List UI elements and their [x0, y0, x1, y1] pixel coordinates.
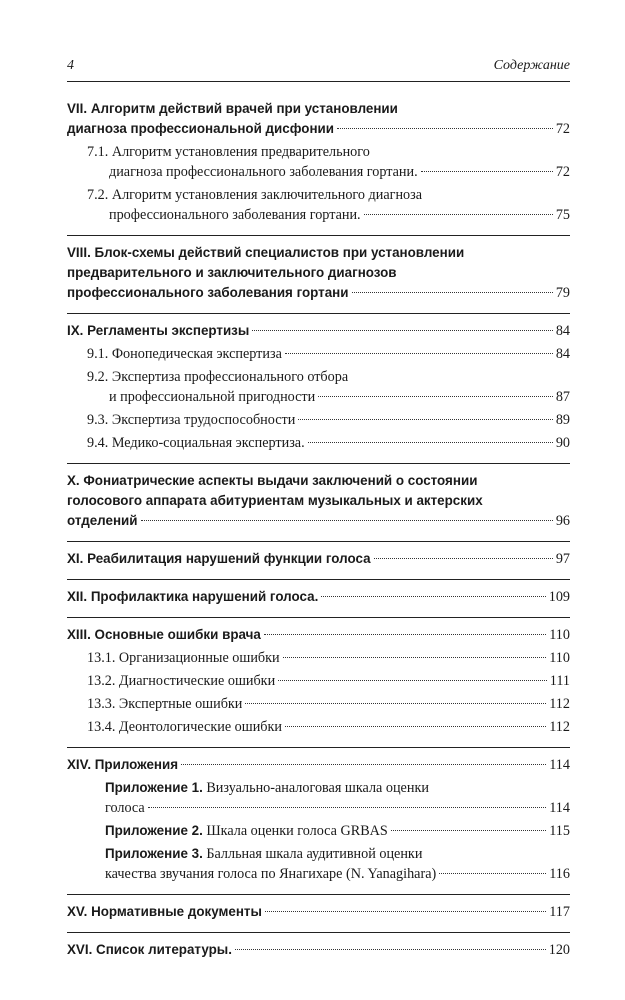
toc-entry-13[interactable]	[67, 625, 570, 645]
toc-section-8	[67, 236, 570, 314]
dot-leader	[439, 873, 546, 874]
toc-page-number: 112	[549, 719, 570, 735]
dot-leader	[278, 680, 547, 681]
dot-leader	[141, 520, 553, 521]
toc-line: Визуально-аналоговая шкала оценки	[206, 780, 429, 796]
toc-line: XII. Профилактика нарушений голоса.	[67, 589, 319, 604]
toc-line: Балльная шкала аудитивной оценки	[206, 846, 423, 862]
toc-line: диагноза профессиональной дисфонии	[67, 121, 335, 136]
dot-leader	[337, 128, 553, 129]
toc-page-number: 79	[555, 285, 570, 301]
dot-leader	[298, 419, 553, 420]
toc-entry-8[interactable]	[67, 243, 570, 303]
toc-line: 7.2. Алгоритм установления заключительного диагноза	[87, 187, 423, 203]
dot-leader	[364, 214, 553, 215]
toc-entry-11[interactable]	[67, 549, 570, 569]
toc-page-number: 75	[555, 207, 570, 223]
toc-page-number: 114	[549, 800, 570, 816]
toc-entry-7-2[interactable]	[67, 185, 570, 225]
toc-line: профессионального заболевания гортани.	[109, 207, 361, 223]
dot-leader	[308, 442, 553, 443]
toc-line: 9.3. Экспертиза трудоспособности	[87, 412, 296, 428]
toc-section-13	[67, 618, 570, 748]
toc-entry-13-2[interactable]	[67, 671, 570, 691]
toc-line: XVI. Список литературы.	[67, 942, 232, 957]
toc-page-number: 115	[549, 823, 570, 839]
toc-entry-appendix-1[interactable]	[67, 778, 570, 818]
dot-leader	[265, 911, 546, 912]
toc-entry-16[interactable]	[67, 940, 570, 960]
dot-leader	[285, 353, 553, 354]
dot-leader	[235, 949, 546, 950]
toc-page-number: 72	[555, 121, 570, 137]
toc-page-number: 84	[555, 346, 570, 362]
toc-line: отделений	[67, 513, 138, 528]
toc-line: 9.2. Экспертиза профессионального отбора	[87, 369, 349, 385]
header-rule	[67, 81, 570, 82]
toc-section-12	[67, 580, 570, 618]
toc-line: и профессиональной пригодности	[109, 389, 316, 405]
toc-line: 9.1. Фонопедическая экспертиза	[87, 346, 282, 362]
toc-page-number: 109	[548, 589, 570, 605]
toc-page-number: 120	[548, 942, 570, 958]
toc-line: XI. Реабилитация нарушений функции голоса	[67, 551, 371, 566]
toc-page-number: 87	[555, 389, 570, 405]
toc-section-10	[67, 464, 570, 542]
toc-line: диагноза профессионального заболевания гортани.	[109, 164, 418, 180]
toc-entry-13-1[interactable]	[67, 648, 570, 668]
toc-page-number: 110	[549, 650, 570, 666]
toc-section-16	[67, 933, 570, 970]
dot-leader	[318, 396, 553, 397]
toc-line: качества звучания голоса по Янагихаре (N. Yanagihara)	[105, 866, 437, 882]
toc-entry-14[interactable]	[67, 755, 570, 775]
dot-leader	[245, 703, 546, 704]
toc-page-number: 90	[555, 435, 570, 451]
toc-page-number: 97	[555, 551, 570, 567]
toc-entry-9[interactable]	[67, 321, 570, 341]
toc-page-number: 96	[555, 513, 570, 529]
toc-line: профессионального заболевания гортани	[67, 285, 349, 300]
toc-entry-appendix-3[interactable]	[67, 844, 570, 884]
toc-line: 13.1. Организационные ошибки	[87, 650, 280, 666]
toc-entry-12[interactable]	[67, 587, 570, 607]
toc-entry-15[interactable]	[67, 902, 570, 922]
toc-line: VIII. Блок-схемы действий специалистов при установлении	[67, 245, 465, 260]
toc-section-7	[67, 92, 570, 236]
toc-section-15	[67, 895, 570, 933]
toc-line: XIII. Основные ошибки врача	[67, 627, 261, 642]
toc-line: 7.1. Алгоритм установления предварительного	[87, 144, 370, 160]
toc-entry-10[interactable]	[67, 471, 570, 531]
toc-page-number: 114	[549, 757, 570, 773]
toc-page-number: 116	[549, 866, 570, 882]
dot-leader	[352, 292, 553, 293]
dot-leader	[391, 830, 546, 831]
toc-line: голосового аппарата абитуриентам музыкальных и актерских	[67, 493, 483, 508]
dot-leader	[181, 764, 546, 765]
table-of-contents	[67, 92, 570, 970]
toc-line: IX. Регламенты экспертизы	[67, 323, 250, 338]
toc-page-number: 89	[555, 412, 570, 428]
toc-line: 13.3. Экспертные ошибки	[87, 696, 243, 712]
toc-entry-9-1[interactable]	[67, 344, 570, 364]
toc-line: VII. Алгоритм действий врачей при установлении	[67, 101, 398, 116]
toc-entry-13-4[interactable]	[67, 717, 570, 737]
dot-leader	[374, 558, 553, 559]
toc-page-number: 111	[549, 673, 570, 689]
toc-entry-9-4[interactable]	[67, 433, 570, 453]
toc-entry-13-3[interactable]	[67, 694, 570, 714]
toc-entry-7[interactable]	[67, 99, 570, 139]
toc-entry-9-3[interactable]	[67, 410, 570, 430]
toc-line: 9.4. Медико-социальная экспертиза.	[87, 435, 305, 451]
toc-page-number: 110	[549, 627, 570, 643]
toc-section-11	[67, 542, 570, 580]
page-number: 4	[67, 58, 74, 73]
toc-entry-9-2[interactable]	[67, 367, 570, 407]
toc-page-number: 117	[549, 904, 570, 920]
toc-line: Шкала оценки голоса GRBAS	[206, 823, 388, 839]
appendix-label: Приложение 2.	[105, 823, 203, 838]
toc-entry-7-1[interactable]	[67, 142, 570, 182]
dot-leader	[148, 807, 547, 808]
dot-leader	[421, 171, 553, 172]
toc-page-number: 112	[549, 696, 570, 712]
toc-page-number: 84	[555, 323, 570, 339]
toc-line: XV. Нормативные документы	[67, 904, 262, 919]
toc-line: XIV. Приложения	[67, 757, 179, 772]
toc-line: предварительного и заключительного диагнозов	[67, 265, 397, 280]
toc-page-number: 72	[555, 164, 570, 180]
section-title: Содержание	[493, 58, 570, 73]
dot-leader	[285, 726, 546, 727]
appendix-label: Приложение 3.	[105, 846, 203, 861]
toc-line: 13.4. Деонтологические ошибки	[87, 719, 282, 735]
dot-leader	[264, 634, 546, 635]
toc-line: 13.2. Диагностические ошибки	[87, 673, 276, 689]
appendix-label: Приложение 1.	[105, 780, 203, 795]
toc-section-9	[67, 314, 570, 464]
dot-leader	[321, 596, 545, 597]
toc-line: X. Фониатрические аспекты выдачи заключений о состоянии	[67, 473, 478, 488]
dot-leader	[252, 330, 553, 331]
dot-leader	[283, 657, 547, 658]
toc-section-14	[67, 748, 570, 895]
toc-line: голоса	[105, 800, 145, 816]
toc-entry-appendix-2[interactable]	[67, 821, 570, 841]
running-header	[67, 58, 570, 78]
